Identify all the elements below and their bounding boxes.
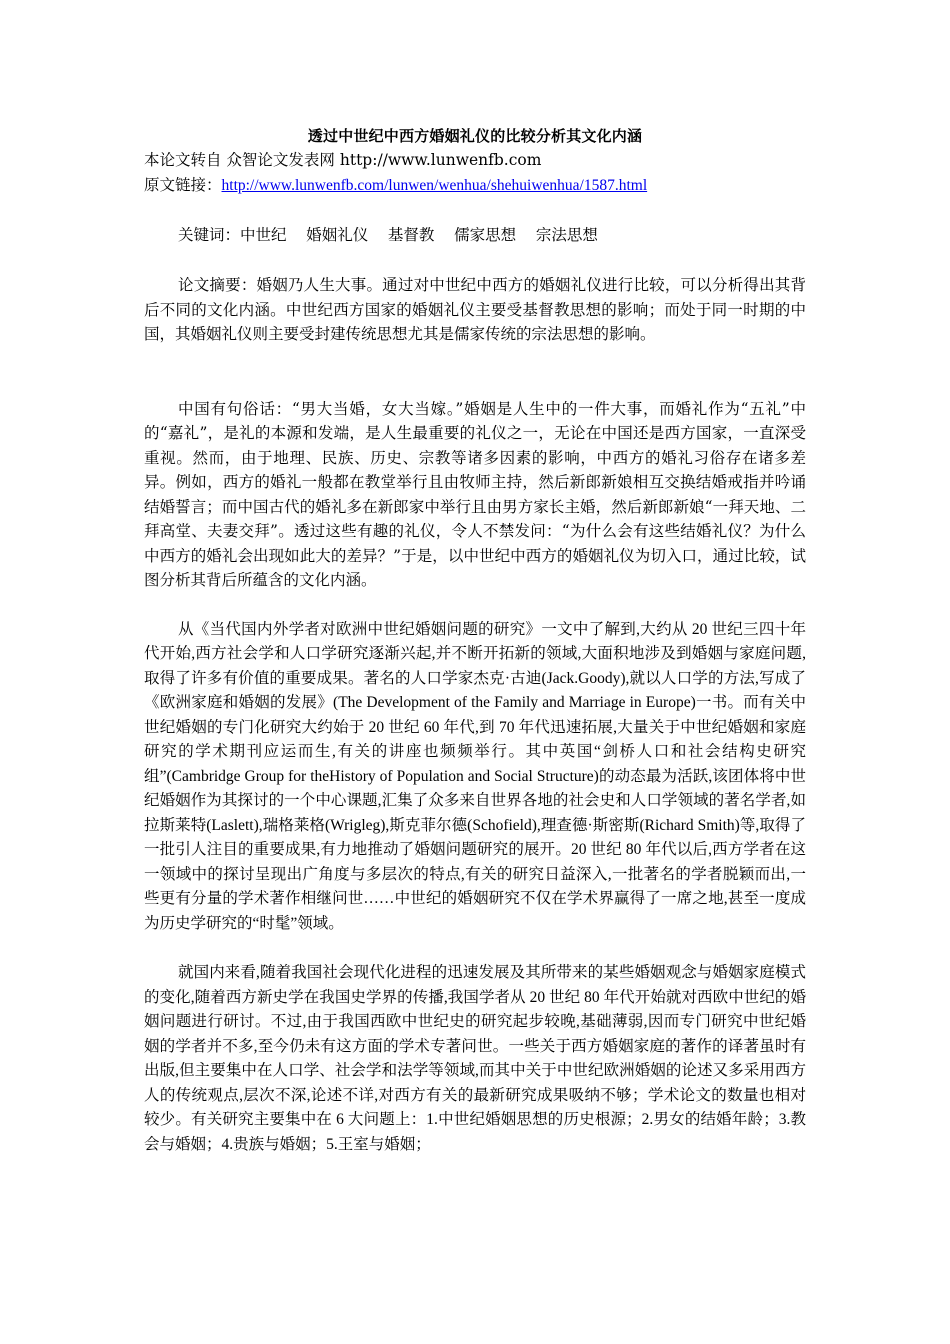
origin-link-line (144, 173, 806, 198)
origin-link[interactable]: http://www.lunwenfb.com/lunwen/wenhua/shehuiwenhua/1587.html (221, 177, 648, 194)
body-paragraph-1: 中国有句俗话：“男大当婚，女大当嫁。”婚姻是人生中的一件大事，而婚礼作为“五礼”中的“嘉礼”，是礼的本源和发端，是人生最重要的礼仪之一，无论在中国还是西方国家，一直深受重视。然而，由于地理、民族、历史、宗教等诸多因素的影响，中西方的婚礼习俗存在诸多差异。例如，西方的婚礼一般都在教堂举行且由牧师主持，然后新郎新娘相互交换结婚戒指并吟诵结婚誓言；而中国古代的婚礼多在新郎家中举行且由男方家长主婚，然后新郎新娘“一拜天地、二拜高堂、夫妻交拜”。透过这些有趣的礼仪，令人不禁发问：“为什么会有这些结婚礼仪？为什么中西方的婚礼会出现如此大的差异？”于是，以中世纪中西方的婚姻礼仪为切入口，通过比较，试图分析其背后所蕴含的文化内涵。 (144, 399, 806, 590)
body-paragraph-2: 从《当代国内外学者对欧洲中世纪婚姻问题的研究》一文中了解到,大约从 20 世纪三四十年代开始,西方社会学和人口学研究逐渐兴起,并不断开拓新的领域,大面积地涉及到婚姻与家庭问题,取得了许多有价值的重要成果。著名的人口学家杰克·古迪(Jack.Goody),就以人口学的方法,写成了《欧洲家庭和婚姻的发展》(The Development of the Family and Marriage in Europe)一书。而有关中世纪婚姻的专门化研究大约始于 20 世纪 60 年代,到 70 年代迅速拓展,大量关于中世纪婚姻和家庭研究的学术期刊应运而生,有关的讲座也频频举行。其中英国“剑桥人口和社会结构史研究组”(Cambridge Group for theHistory of Population and Social Structure)的动态最为活跃,该团体将中世纪婚姻作为其探讨的一个中心课题,汇集了众多来自世界各地的社会史和人口学领域的著名学者,如拉斯莱特(Laslett),瑞格莱格(Wrigleg),斯克菲尔德(Schofield),理查德·斯密斯(Richard Smith)等,取得了一批引人注目的重要成果,有力地推动了婚姻问题研究的展开。20 世纪 80 年代以后,西方学者在这一领域中的探讨呈现出广角度与多层次的特点,有关的研究日益深入,一批著名的学者脱颖而出,一些更有分量的学术著作相继问世……中世纪的婚姻研究不仅在学术界赢得了一席之地,甚至一度成为历史学研究的“时髦”领域。 (144, 620, 806, 932)
document-page (144, 124, 806, 1157)
body-paragraph-3: 就国内来看,随着我国社会现代化进程的迅速发展及其所带来的某些婚姻观念与婚姻家庭模式的变化,随着西方新史学在我国史学界的传播,我国学者从 20 世纪 80 年代开始就对西欧中世纪的婚姻问题进行研讨。不过,由于我国西欧中世纪史的研究起步较晚,基础薄弱,因而专门研究中世纪婚姻的学者并不多,至今仍未有这方面的学术专著问世。一些关于西方婚姻家庭的著作的译著虽时有出版,但主要集中在人口学、社会学和法学等领域,而其中关于中世纪欧洲婚姻的论述又多采用西方人的传统观点,层次不深,论述不详,对西方有关的最新研究成果吸纳不够；学术论文的数量也相对较少。有关研究主要集中在 6 大问题上：1.中世纪婚姻思想的历史根源；2.男女的结婚年龄；3.教会与婚姻；4.贵族与婚姻；5.王室与婚姻； (144, 964, 806, 1153)
keywords: 关键词：中世纪 婚姻礼仪 基督教 儒家思想 宗法思想 (178, 226, 598, 244)
origin-link-label: 原文链接： (144, 176, 222, 194)
document-title: 透过中世纪中西方婚姻礼仪的比较分析其文化内涵 (307, 127, 643, 145)
source-line: 本论文转自 众智论文发表网 http://www.lunwenfb.com (144, 151, 542, 169)
abstract-paragraph: 论文摘要：婚姻乃人生大事。通过对中世纪中西方的婚姻礼仪进行比较，可以分析得出其背后不同的文化内涵。中世纪西方国家的婚姻礼仪主要受基督教思想的影响；而处于同一时期的中国，其婚姻礼仪则主要受封建传统思想尤其是儒家传统的宗法思想的影响。 (144, 276, 806, 344)
